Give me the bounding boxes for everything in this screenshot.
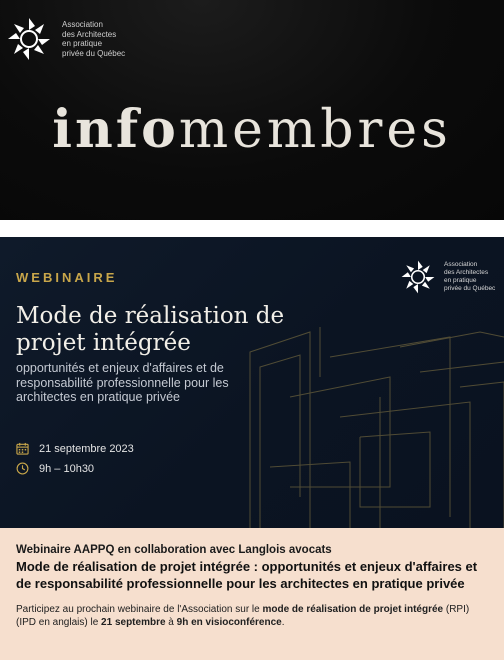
webinar-time-row	[16, 462, 94, 475]
paragraph-text: Participez au prochain webinaire de l'Association sur le	[16, 604, 263, 615]
webinar-time: 9h – 10h30	[39, 462, 95, 475]
paragraph-bold: 9h en visioconférence	[176, 617, 282, 628]
org-line: en pratique	[444, 277, 477, 284]
org-line: privée du Québec	[444, 285, 496, 292]
org-line: des Architectes	[444, 269, 489, 276]
article-headline	[16, 558, 488, 592]
article-body	[0, 528, 504, 660]
paragraph-text: à	[165, 617, 177, 628]
aappq-logo-icon	[6, 16, 52, 62]
aappq-logo-icon	[400, 259, 436, 295]
article-paragraph	[16, 603, 488, 629]
paragraph-bold: mode de réalisation de projet intégrée	[262, 604, 444, 615]
subtitle-line: responsabilité professionnelle pour les	[16, 375, 229, 390]
infomembres-wordmark	[0, 100, 504, 160]
wordmark-light: membres	[178, 100, 452, 160]
title-line: projet intégrée	[16, 330, 191, 356]
header-organization-name	[62, 20, 125, 58]
webinar-subtitle	[16, 361, 286, 405]
webinar-title	[16, 303, 346, 357]
newsletter-header	[0, 0, 504, 220]
calendar-icon	[16, 442, 29, 455]
section-gap	[0, 220, 504, 237]
article-intro: Webinaire AAPPQ en collaboration avec Langlois avocats	[16, 544, 332, 556]
paragraph-text: .	[281, 617, 285, 628]
org-line: privée du Québec	[62, 48, 126, 58]
headline-line: Mode de réalisation de projet intégrée : opportunités et enjeux d'affaires et	[16, 559, 478, 574]
org-line: Association	[444, 261, 478, 268]
subtitle-line: opportunités et enjeux d'affaires et de	[16, 361, 224, 375]
webinar-banner[interactable]	[0, 237, 504, 528]
subtitle-line: architectes en pratique privée	[16, 390, 180, 404]
title-line: Mode de réalisation de	[16, 303, 285, 329]
org-line: en pratique	[62, 39, 103, 48]
clock-icon	[16, 462, 29, 475]
org-line: des Architectes	[62, 29, 117, 39]
wordmark-bold: info	[52, 99, 179, 160]
webinar-date: 21 septembre 2023	[39, 442, 134, 455]
paragraph-bold: 21 septembre	[101, 617, 166, 628]
webinar-tag: WEBINAIRE	[16, 270, 118, 285]
org-line: Association	[62, 20, 103, 29]
paragraph-text: (RPI) (IPD en anglais) le	[16, 604, 470, 628]
webinar-date-row	[16, 442, 134, 455]
banner-organization-name	[444, 261, 495, 293]
headline-line: de responsabilité professionnelle pour les architectes en pratique privée	[16, 576, 465, 591]
